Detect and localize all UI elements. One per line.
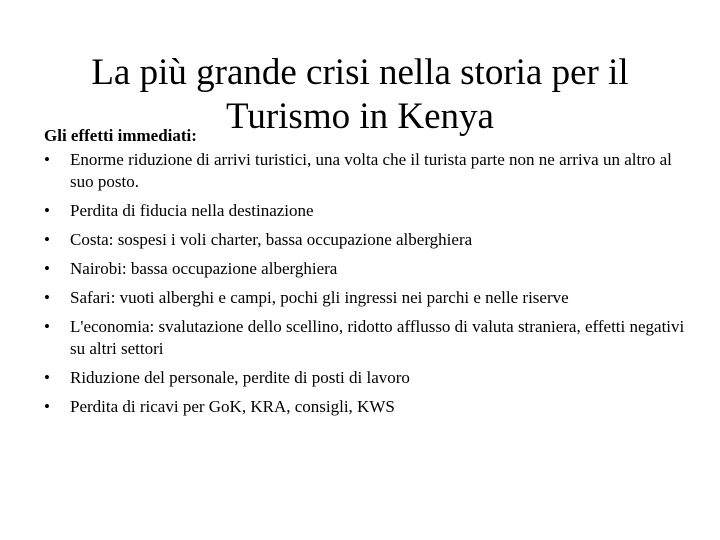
list-item xyxy=(44,396,694,418)
list-item xyxy=(44,316,694,360)
bullet-icon: • xyxy=(44,150,50,169)
intro-heading: Gli effetti immediati: xyxy=(44,126,197,145)
bullet-icon: • xyxy=(44,230,50,249)
bullet-icon: • xyxy=(44,317,50,336)
bullet-icon: • xyxy=(44,201,50,220)
list-item-text: Costa: sospesi i voli charter, bassa occupazione alberghiera xyxy=(70,230,473,249)
bullet-list xyxy=(44,149,694,418)
list-item xyxy=(44,200,694,222)
list-item-text: Riduzione del personale, perdite di posti di lavoro xyxy=(70,368,410,387)
list-item xyxy=(44,287,694,309)
list-item xyxy=(44,258,694,280)
slide-body xyxy=(44,125,694,425)
list-item-text: Perdita di ricavi per GoK, KRA, consigli, KWS xyxy=(70,397,395,416)
bullet-icon: • xyxy=(44,259,50,278)
list-item-text: Enorme riduzione di arrivi turistici, una volta che il turista parte non ne arriva un altro al suo posto. xyxy=(70,150,672,191)
list-item xyxy=(44,149,694,193)
slide-title-line-1: La più grande crisi nella storia per il xyxy=(91,51,629,93)
bullet-icon: • xyxy=(44,368,50,387)
list-item xyxy=(44,229,694,251)
list-item-text: L'economia: svalutazione dello scellino, ridotto afflusso di valuta straniera, effetti negativi su altri settori xyxy=(70,317,685,358)
bullet-icon: • xyxy=(44,288,50,307)
list-item-text: Safari: vuoti alberghi e campi, pochi gli ingressi nei parchi e nelle riserve xyxy=(70,288,569,307)
list-item xyxy=(44,367,694,389)
bullet-icon: • xyxy=(44,397,50,416)
list-item-text: Nairobi: bassa occupazione alberghiera xyxy=(70,259,338,278)
list-item-text: Perdita di fiducia nella destinazione xyxy=(70,201,314,220)
slide-title-line-2: Turismo in Kenya xyxy=(226,95,494,137)
